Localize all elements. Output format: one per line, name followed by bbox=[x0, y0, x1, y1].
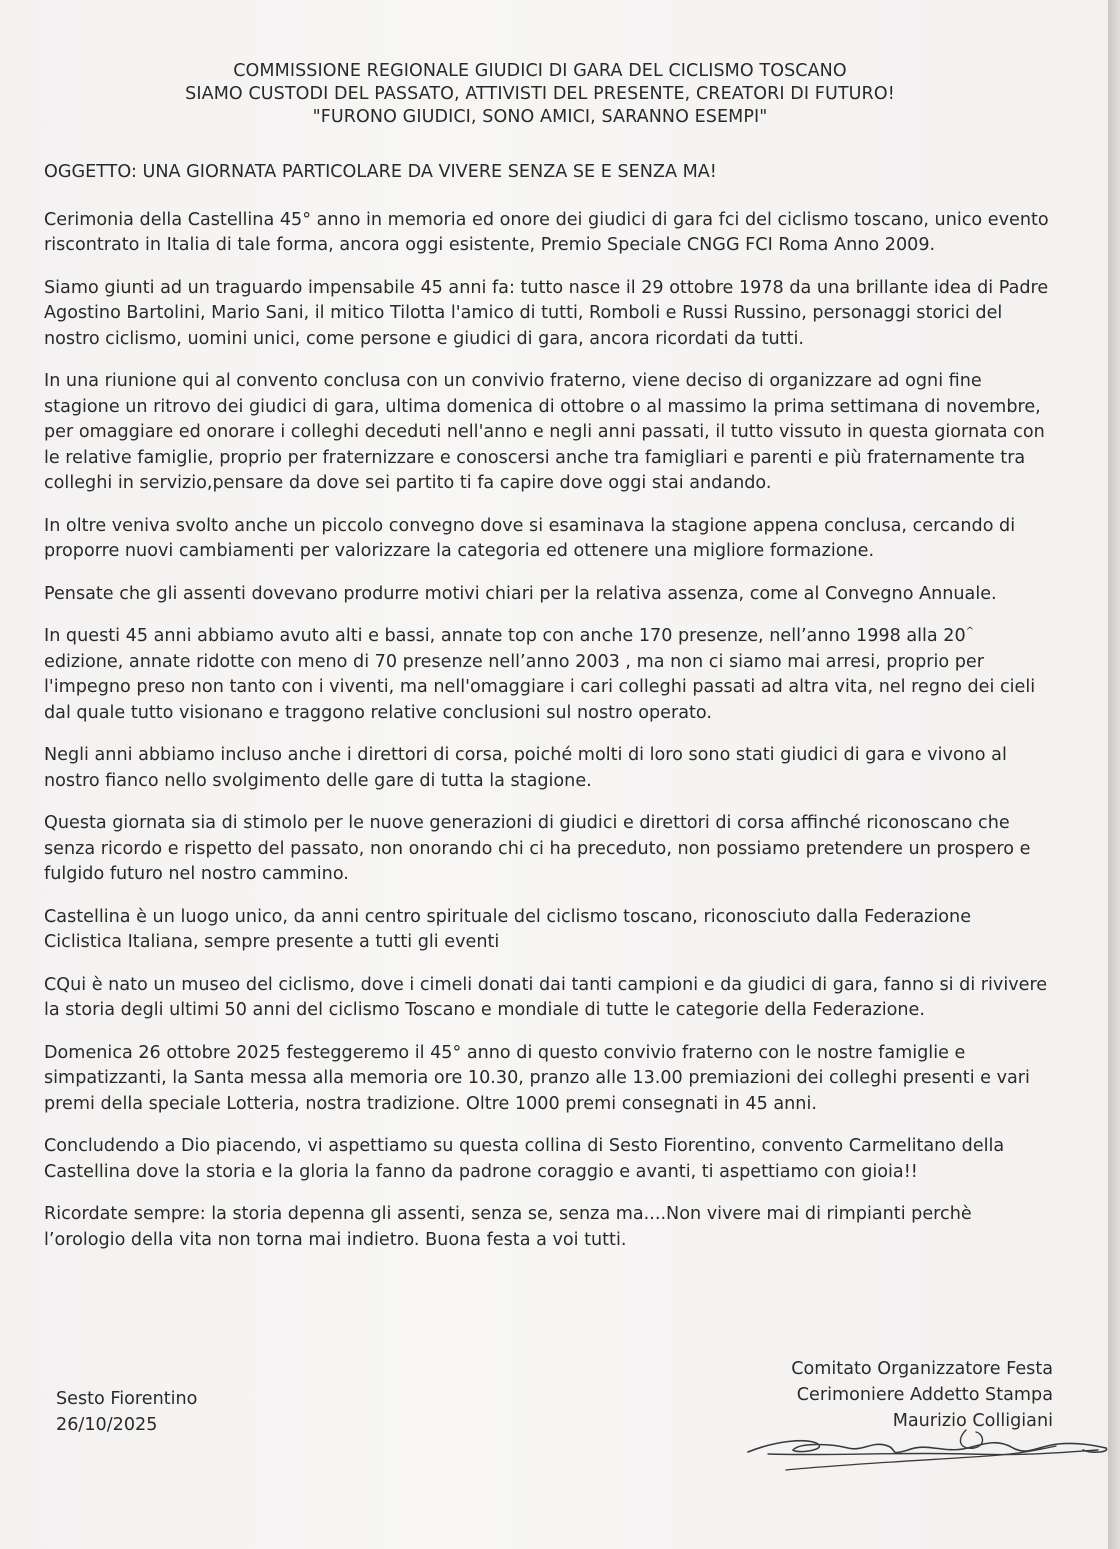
paragraph-11: Domenica 26 ottobre 2025 festeggeremo il 45° anno di questo convivio fraterno con le nostre famiglie e simpatizzanti, la Santa messa alla memoria ore 10.30, pranzo alle 13.00 premiazioni dei colleghi presenti e vari premi della speciale Lotteria, nostra tradizione. Oltre 1000 premi consegnati in 45 anni. bbox=[44, 1042, 1030, 1114]
paragraph-2: Siamo giunti ad un traguardo impensabile 45 anni fa: tutto nasce il 29 ottobre 1978 da una brillante idea di Padre Agostino Bartolini, Mario Sani, il mitico Tilotta l'amico di tutti, Romboli e Russi Russino, personaggi storici del nostro ciclismo, uomini unici, come persone e giudici di gara, ancora ricordati da tutti. bbox=[44, 277, 1049, 349]
subject-line: OGGETTO: UNA GIORNATA PARTICOLARE DA VIVERE SENZA SE E SENZA MA! bbox=[44, 162, 717, 182]
paragraph-9: Castellina è un luogo unico, da anni centro spirituale del ciclismo toscano, riconosciuto dalla Federazione Ciclistica Italiana, sempre presente a tutti gli eventi bbox=[44, 906, 972, 952]
paragraph-4: In oltre veniva svolto anche un piccolo convegno dove si esaminava la stagione appena conclusa, cercando di proporre nuovi cambiamenti per valorizzare la categoria ed ottenere una migliore formazione. bbox=[44, 515, 1016, 561]
header-organization: COMMISSIONE REGIONALE GIUDICI DI GARA DEL CICLISMO TOSCANO bbox=[233, 61, 847, 81]
paragraph-10: CQui è nato un museo del ciclismo, dove i cimeli donati dai tanti campioni e da giudici di gara, fanno si di rivivere la storia degli ultimi 50 anni del ciclismo Toscano e mondiale di tutte le categorie della Federazione. bbox=[44, 974, 1048, 1020]
committee-name: Comitato Organizzatore Festa bbox=[791, 1359, 1053, 1379]
paragraph-1: Cerimonia della Castellina 45° anno in memoria ed onore dei giudici di gara fci del ciclismo toscano, unico evento riscontrato in Italia di tale forma, ancora oggi esistente, Premio Speciale CNGG FCI Roma Anno 2009. bbox=[44, 209, 1049, 255]
header-slogan: "FURONO GIUDICI, SONO AMICI, SARANNO ESEMPI" bbox=[312, 107, 768, 127]
signer-name: Maurizio Colligiani bbox=[892, 1411, 1053, 1431]
letter-body bbox=[44, 160, 1054, 1270]
handwritten-signature bbox=[738, 1420, 1118, 1480]
page-edge-background bbox=[1108, 0, 1120, 1549]
date: 26/10/2025 bbox=[56, 1415, 158, 1435]
place: Sesto Fiorentino bbox=[56, 1389, 198, 1409]
place-date-block bbox=[56, 1386, 197, 1438]
paragraph-8: Questa giornata sia di stimolo per le nuove generazioni di giudici e direttori di corsa affinché riconoscano che senza ricordo e rispetto del passato, non onorando chi ci ha preceduto, non possiamo pretendere un prospero e fulgido futuro nel nostro cammino. bbox=[44, 813, 1031, 884]
signer-role: Cerimoniere Addetto Stampa bbox=[796, 1385, 1053, 1405]
letterhead bbox=[0, 60, 1080, 129]
paragraph-6-start: In questi 45 anni abbiamo avuto alti e bassi, annate top con anche 170 presenze, nell’anno 1998 alla 20 bbox=[44, 626, 966, 646]
paragraph-5: Pensate che gli assenti dovevano produrre motivi chiari per la relativa assenza, come al Convegno Annuale. bbox=[44, 583, 997, 604]
paragraph-12: Concludendo a Dio piacendo, vi aspettiamo su questa collina di Sesto Fiorentino, convento Carmelitano della Castellina dove la storia e la gloria la fanno da padrone coraggio e avanti, ti aspettiamo con gioia!! bbox=[44, 1136, 1005, 1182]
paragraph-13: Ricordate sempre: la storia depenna gli assenti, senza se, senza ma....Non vivere mai di rimpianti perchè l’orologio della vita non torna mai indietro. Buona festa a voi tutti. bbox=[44, 1204, 972, 1250]
paragraph-6-end: edizione, annate ridotte con meno di 70 presenze nell’anno 2003 , ma non ci siamo mai arresi, proprio per l'impegno preso non tanto con i viventi, ma nell'omaggiare i cari colleghi passati ad altra vita, nel regno dei cieli dal quale tutto visionano e traggono relative conclusioni sul nostro operato. bbox=[44, 651, 1036, 723]
paragraph-6 bbox=[44, 624, 1054, 726]
paragraph-7: Negli anni abbiamo incluso anche i direttori di corsa, poiché molti di loro sono stati giudici di gara e vivono al nostro fianco nello svolgimento delle gare di tutta la stagione. bbox=[44, 745, 1007, 791]
paragraph-3: In una riunione qui al convento conclusa con un convivio fraterno, viene deciso di organizzare ad ogni fine stagione un ritrovo dei giudici di gara, ultima domenica di ottobre o al massimo la prima settimana di novembre, per omaggiare ed onorare i colleghi deceduti nell'anno e negli anni passati, il tutto vissuto in questa giornata con le relative famiglie, proprio per fraternizzare e conoscersi anche tra famigliari e parenti e più fraternamente tra colleghi in servizio,pensare da dove sei partito ti fa capire dove oggi stai andando. bbox=[44, 371, 1045, 493]
superscript-mark: ^ bbox=[965, 626, 975, 638]
header-motto: SIAMO CUSTODI DEL PASSATO, ATTIVISTI DEL PRESENTE, CREATORI DI FUTURO! bbox=[185, 84, 895, 104]
